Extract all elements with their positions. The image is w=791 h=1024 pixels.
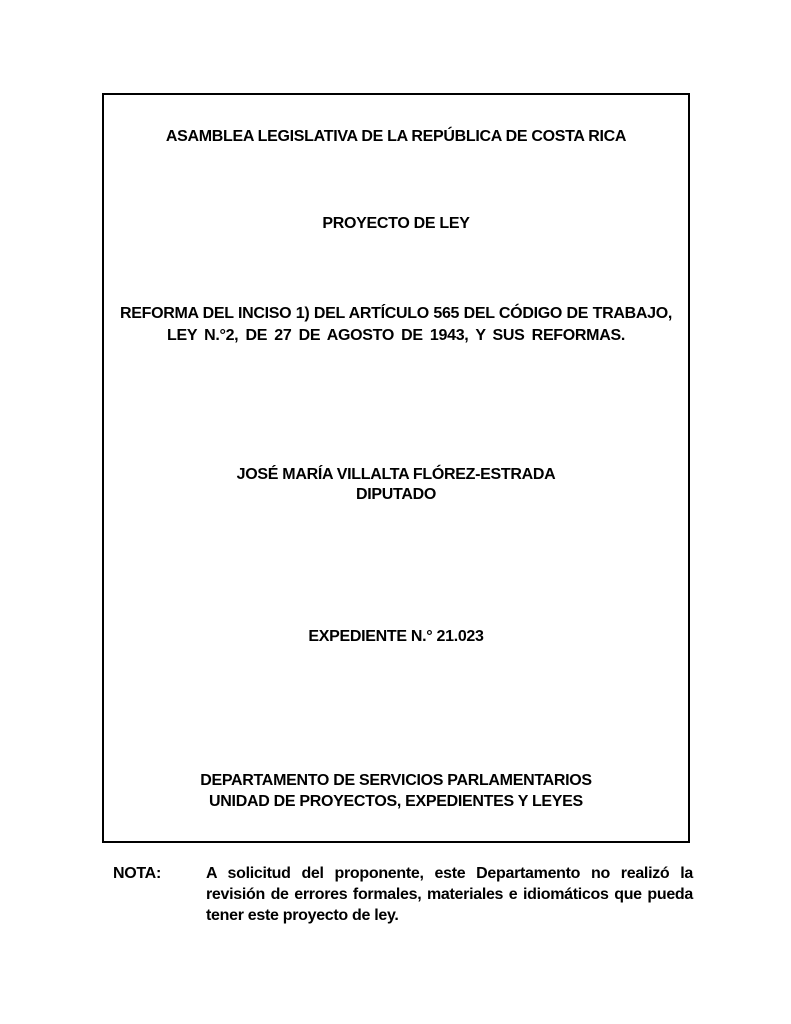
author-block [104,465,688,505]
note-line: tener este proyecto de ley. [206,907,399,924]
author-role: DIPUTADO [356,486,436,503]
document-type-heading: PROYECTO DE LEY [322,215,470,232]
department-block [104,770,688,812]
note-line: A solicitud del proponente, este Departamento no realizó la [206,865,693,882]
department-line-1: DEPARTAMENTO DE SERVICIOS PARLAMENTARIOS [200,772,592,789]
author-name: JOSÉ MARÍA VILLALTA FLÓREZ-ESTRADA [236,466,556,483]
institution-title: ASAMBLEA LEGISLATIVA DE LA REPÚBLICA DE COSTA RICA [165,128,627,145]
department-line-2: UNIDAD DE PROYECTOS, EXPEDIENTES Y LEYES [209,793,583,810]
note-label: NOTA: [113,865,161,882]
law-title [104,303,688,347]
law-title-line-1: REFORMA DEL INCISO 1) DEL ARTÍCULO 565 DEL CÓDIGO DE TRABAJO, [120,305,672,322]
cover-border-box [102,93,690,843]
note-line: revisión de errores formales, materiales e idiomáticos que pueda [206,886,693,903]
file-number: EXPEDIENTE N.° 21.023 [308,628,484,645]
note-text [206,863,693,926]
law-title-line-2: LEY N.°2, DE 27 DE AGOSTO DE 1943, Y SUS REFORMAS. [167,327,625,344]
